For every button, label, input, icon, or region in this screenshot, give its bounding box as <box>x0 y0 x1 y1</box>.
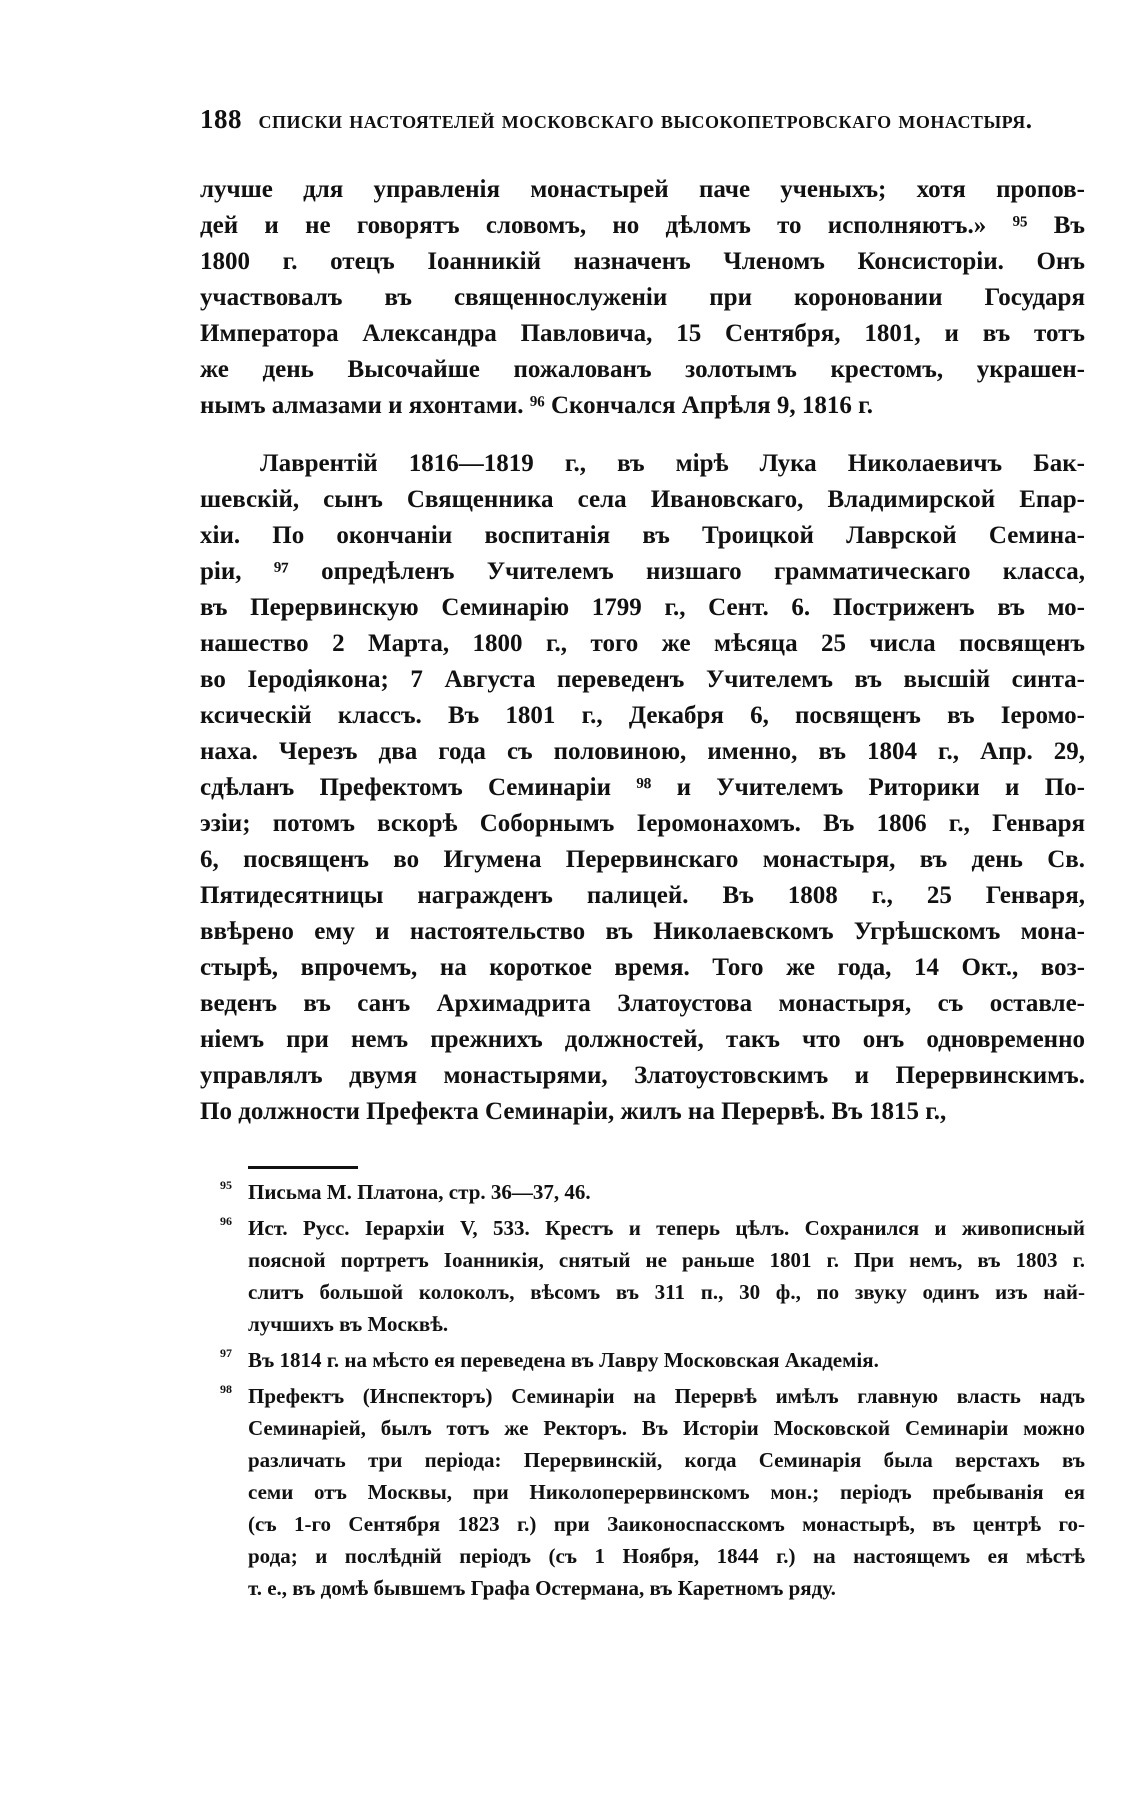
paragraph <box>200 172 1085 424</box>
footnotes <box>220 1176 1085 1608</box>
text-line: во Іеродіякона; 7 Августа переведенъ Учителемъ въ высшій синта- <box>200 666 1085 693</box>
footnote-line: слитъ большой колоколъ, вѣсомъ въ 311 п., 30 ф., по звуку одинъ изъ най- <box>248 1280 1085 1304</box>
text-line: стырѣ, впрочемъ, на короткое время. Того же года, 14 Окт., воз- <box>200 954 1085 981</box>
footnote-line: Письма М. Платона, стр. 36—37, 46. <box>248 1180 591 1204</box>
text-line: Императора Александра Павловича, 15 Сентября, 1801, и въ тотъ <box>200 320 1085 347</box>
footnote-line: лучшихъ въ Москвѣ. <box>248 1312 449 1336</box>
running-title: списки настоятелей московскаго высокопетровскаго монастыря. <box>258 107 1033 134</box>
text-line: лучше для управленія монастырей паче ученыхъ; хотя пропов- <box>200 176 1085 203</box>
text-line: въ Перервинскую Семинарію 1799 г., Сент. 6. Постриженъ въ мо- <box>200 594 1085 621</box>
text-line: ксическій классъ. Въ 1801 г., Декабря 6, посвященъ въ Іеромо- <box>200 702 1085 729</box>
main-text <box>200 172 1085 1130</box>
running-header <box>200 104 1085 135</box>
text-line: ввѣрено ему и настоятельство въ Николаевскомъ Угрѣшскомъ мона- <box>200 918 1085 945</box>
footnote <box>220 1344 1085 1376</box>
footnote <box>220 1176 1085 1208</box>
footnote-line: рода; и послѣдній періодъ (съ 1 Ноября, 1844 г.) на настоящемъ ея мѣстѣ <box>248 1544 1085 1568</box>
text-line: 1800 г. отецъ Іоанникій назначенъ Членомъ Консисторіи. Онъ <box>200 248 1085 275</box>
text-line: Пятидесятницы награжденъ палицей. Въ 1808 г., 25 Генваря, <box>200 882 1085 909</box>
text-line: эзіи; потомъ вскорѣ Соборнымъ Іеромонахомъ. Въ 1806 г., Генваря <box>200 810 1085 837</box>
footnote-line: (съ 1-го Сентября 1823 г.) при Заиконоспасскомъ монастырѣ, въ центрѣ го- <box>248 1512 1085 1536</box>
text-line: Лаврентій 1816—1819 г., въ мірѣ Лука Николаевичъ Бак- <box>260 450 1085 477</box>
text-line: сдѣланъ Префектомъ Семинаріи ⁹⁸ и Учителемъ Риторики и По- <box>200 774 1085 801</box>
text-line: нашество 2 Марта, 1800 г., того же мѣсяца 25 числа посвященъ <box>200 630 1085 657</box>
text-line: По должности Префекта Семинаріи, жилъ на Перервѣ. Въ 1815 г., <box>200 1098 947 1125</box>
footnote-line: Префектъ (Инспекторъ) Семинаріи на Перервѣ имѣлъ главную власть надъ <box>248 1384 1085 1408</box>
footnote-line: т. е., въ домѣ бывшемъ Графа Остермана, въ Каретномъ ряду. <box>248 1576 836 1600</box>
footnote-line: Ист. Русс. Іерархіи V, 533. Крестъ и теперь цѣлъ. Сохранился и живописный <box>248 1216 1085 1240</box>
footnote-line: семи отъ Москвы, при Николоперервинскомъ мон.; періодъ пребыванія ея <box>248 1480 1085 1504</box>
text-line: веденъ въ санъ Архимадрита Златоустова монастыря, съ оставле- <box>200 990 1085 1017</box>
footnote <box>220 1380 1085 1604</box>
footnote-line: поясной портретъ Іоанникія, снятый не раньше 1801 г. При немъ, въ 1803 г. <box>248 1248 1085 1272</box>
text-line: нымъ алмазами и яхонтами. ⁹⁶ Скончался Апрѣля 9, 1816 г. <box>200 392 873 419</box>
paragraph <box>200 424 1085 1130</box>
text-line: же день Высочайше пожалованъ золотымъ крестомъ, украшен- <box>200 356 1085 383</box>
text-line: наха. Черезъ два года съ половиною, именно, въ 1804 г., Апр. 29, <box>200 738 1085 765</box>
text-line: ніемъ при немъ прежнихъ должностей, такъ что онъ одновременно <box>200 1026 1085 1053</box>
footnote-line: различать три періода: Перервинскій, когда Семинарія была верстахъ въ <box>248 1448 1085 1472</box>
text-line: хіи. По окончаніи воспитанія въ Троицкой Лаврской Семина- <box>200 522 1085 549</box>
text-line: дей и не говорятъ словомъ, но дѣломъ то исполняютъ.» ⁹⁵ Въ <box>200 212 1085 239</box>
text-line: шевскій, сынъ Священника села Ивановскаго, Владимирской Епар- <box>200 486 1085 513</box>
footnote-number: 95 <box>220 1178 232 1192</box>
footnote-number: 97 <box>220 1346 232 1360</box>
text-line: ріи, ⁹⁷ опредѣленъ Учителемъ низшаго грамматическаго класса, <box>200 558 1085 585</box>
footnote-divider <box>248 1166 358 1169</box>
footnote-line: Семинаріей, былъ тотъ же Ректоръ. Въ Исторіи Московской Семинаріи можно <box>248 1416 1085 1440</box>
text-line: 6, посвященъ во Игумена Перервинскаго монастыря, въ день Св. <box>200 846 1085 873</box>
footnote <box>220 1212 1085 1340</box>
footnote-number: 98 <box>220 1382 232 1396</box>
footnote-line: Въ 1814 г. на мѣсто ея переведена въ Лавру Московская Академія. <box>248 1348 879 1372</box>
page-number: 188 <box>200 104 242 134</box>
text-line: участвовалъ въ священнослуженіи при короновании Государя <box>200 284 1085 311</box>
text-line: управлялъ двумя монастырями, Златоустовскимъ и Перервинскимъ. <box>200 1062 1085 1089</box>
footnote-number: 96 <box>220 1214 232 1228</box>
